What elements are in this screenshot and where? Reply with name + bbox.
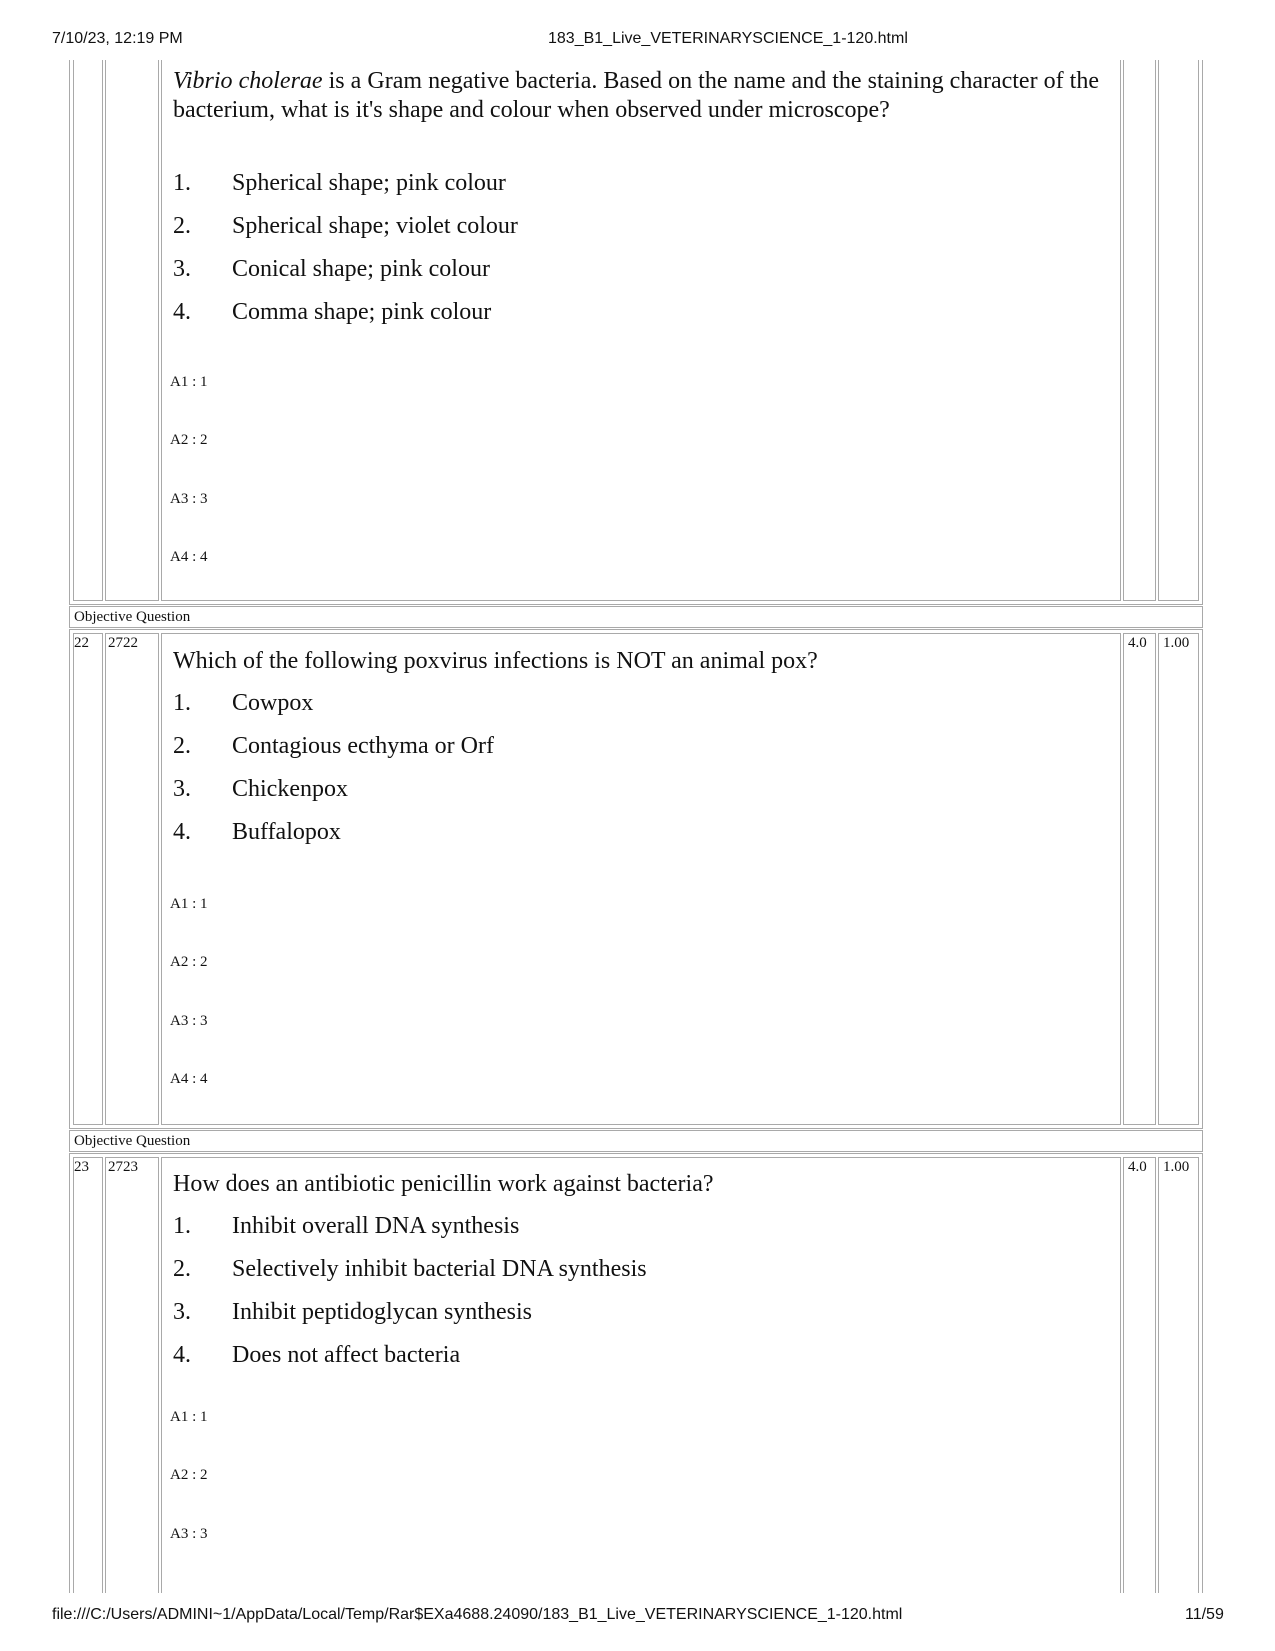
question-text: How does an antibiotic penicillin work against bacteria? [173,1171,714,1197]
sno-cell [73,1157,103,1593]
answer-key-3: A3 : 3 [170,1526,208,1542]
page-number: 11/59 [1185,1606,1224,1623]
answer-key-2: A2 : 2 [170,954,208,970]
sno-cell [73,633,103,1125]
question-cell [161,60,1121,601]
serial-number: 22 [74,635,89,651]
negative-marks-cell [1158,633,1199,1125]
print-file-path: file:///C:/Users/ADMINI~1/AppData/Local/Temp/Rar$EXa4688.24090/183_B1_Live_VETERINARYSCIENCE_1-120.html [52,1606,903,1623]
question-type-label: Objective Question [74,609,191,625]
marks-cell [1123,633,1156,1125]
answer-key-4: A4 : 4 [170,1071,208,1087]
qid-cell [105,1157,159,1593]
negative-marks-value: 1.00 [1163,1159,1190,1175]
answer-key-2: A2 : 2 [170,432,208,448]
negative-marks-cell [1158,60,1199,601]
question-id: 2722 [108,635,138,651]
answer-key-2: A2 : 2 [170,1467,208,1483]
question-id: 2723 [108,1159,138,1175]
answer-key-1: A1 : 1 [170,896,208,912]
question-text: Vibrio cholerae is a Gram negative bacteria. Based on the name and the staining character of the bacterium, what is it's shape and colour when observed under microscope? [173,68,1099,123]
answer-key-3: A3 : 3 [170,491,208,507]
qid-cell [105,60,159,601]
qid-cell [105,633,159,1125]
answer-key-3: A3 : 3 [170,1013,208,1029]
marks-cell [1123,1157,1156,1593]
species-name: Vibrio cholerae [173,68,323,94]
marks-cell [1123,60,1156,601]
marks-value: 4.0 [1128,635,1147,651]
answer-key-4: A4 : 4 [170,549,208,565]
question-text: Which of the following poxvirus infections is NOT an animal pox? [173,648,818,674]
negative-marks-value: 1.00 [1163,635,1190,651]
sno-cell [73,60,103,601]
answer-key-1: A1 : 1 [170,374,208,390]
answer-key-1: A1 : 1 [170,1409,208,1425]
serial-number: 23 [74,1159,89,1175]
print-title: 183_B1_Live_VETERINARYSCIENCE_1-120.html [548,30,908,47]
question-type-row [69,606,1203,628]
question-type-row [69,1130,1203,1152]
negative-marks-cell [1158,1157,1199,1593]
question-type-label: Objective Question [74,1133,191,1149]
print-datetime: 7/10/23, 12:19 PM [52,30,183,47]
marks-value: 4.0 [1128,1159,1147,1175]
